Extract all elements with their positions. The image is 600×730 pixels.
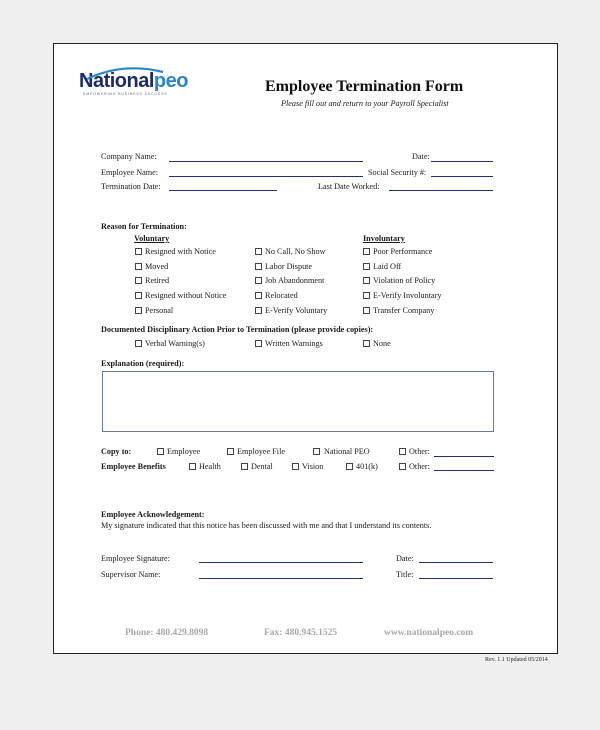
ssn-label: Social Security #: [368, 168, 427, 177]
checkbox-copy-other[interactable] [399, 448, 406, 455]
checkbox-label: Moved [145, 262, 169, 271]
title-field[interactable] [419, 578, 493, 579]
checkbox-resigned-without-notice[interactable] [135, 292, 142, 299]
checkbox-copy-national-peo[interactable] [313, 448, 320, 455]
involuntary-heading: Involuntary [363, 234, 405, 243]
explanation-textarea[interactable] [102, 371, 494, 432]
checkbox-label: Other: [409, 447, 430, 456]
form-page [53, 43, 558, 654]
checkbox-laid-off[interactable] [363, 263, 370, 270]
checkbox-label: Relocated [265, 291, 298, 300]
checkbox-label: National PEO [324, 447, 370, 456]
checkbox-labor-dispute[interactable] [255, 263, 262, 270]
employee-signature-field[interactable] [199, 562, 363, 563]
signature-date-label: Date: [396, 554, 414, 563]
copy-to-label: Copy to: [101, 447, 132, 456]
checkbox-personal[interactable] [135, 307, 142, 314]
checkbox-label: Verbal Warning(s) [145, 339, 205, 348]
employee-name-label: Employee Name: [101, 168, 159, 177]
checkbox-label: E-Verify Involuntary [373, 291, 442, 300]
checkbox-label: No Call, No Show [265, 247, 326, 256]
benefit-other-field[interactable] [434, 470, 494, 471]
company-name-label: Company Name: [101, 152, 157, 161]
checkbox-moved[interactable] [135, 263, 142, 270]
checkbox-benefit-dental[interactable] [241, 463, 248, 470]
checkbox-label: None [373, 339, 391, 348]
logo [79, 70, 188, 96]
logo-brand-main: National [79, 70, 154, 92]
company-name-field[interactable] [169, 161, 363, 162]
logo-swoosh-icon [85, 66, 165, 80]
checkbox-label: Resigned with Notice [145, 247, 216, 256]
checkbox-job-abandonment[interactable] [255, 277, 262, 284]
page-subtitle: Please fill out and return to your Payroll Specialist [281, 99, 449, 108]
checkbox-label: Dental [251, 462, 273, 471]
last-date-worked-field[interactable] [389, 190, 493, 191]
checkbox-benefit-vision[interactable] [292, 463, 299, 470]
checkbox-benefit-other[interactable] [399, 463, 406, 470]
reason-heading: Reason for Termination: [101, 222, 187, 231]
checkbox-e-verify-voluntary[interactable] [255, 307, 262, 314]
supervisor-name-field[interactable] [199, 578, 363, 579]
employee-name-field[interactable] [169, 176, 363, 177]
checkbox-benefit-401k[interactable] [346, 463, 353, 470]
checkbox-label: Written Warnings [265, 339, 323, 348]
date-label: Date: [412, 152, 430, 161]
checkbox-label: Poor Performance [373, 247, 433, 256]
last-date-worked-label: Last Date Worked: [318, 182, 380, 191]
disciplinary-heading: Documented Disciplinary Action Prior to Termination (please provide copies): [101, 325, 374, 334]
checkbox-label: Employee File [237, 447, 285, 456]
checkbox-label: 401(k) [356, 462, 378, 471]
voluntary-heading: Voluntary [134, 234, 170, 243]
footer-phone: Phone: 480.429.8098 [125, 628, 209, 638]
checkbox-label: Transfer Company [373, 306, 435, 315]
page-title: Employee Termination Form [265, 78, 464, 95]
acknowledgement-heading: Employee Acknowledgement: [101, 510, 205, 519]
termination-date-label: Termination Date: [101, 182, 161, 191]
checkbox-label: Vision [302, 462, 324, 471]
checkbox-label: Other: [409, 462, 430, 471]
checkbox-resigned-with-notice[interactable] [135, 248, 142, 255]
footer-fax: Fax: 480.945.1525 [264, 628, 338, 638]
logo-brand-accent: peo [153, 70, 188, 92]
checkbox-label: Resigned without Notice [145, 291, 227, 300]
benefits-label: Employee Benefits [101, 462, 166, 471]
checkbox-label: Retired [145, 276, 170, 285]
checkbox-label: Violation of Policy [373, 276, 436, 285]
checkbox-relocated[interactable] [255, 292, 262, 299]
supervisor-name-label: Supervisor Name: [101, 570, 161, 579]
checkbox-poor-performance[interactable] [363, 248, 370, 255]
checkbox-label: Job Abandonment [265, 276, 325, 285]
checkbox-written-warnings[interactable] [255, 340, 262, 347]
checkbox-none[interactable] [363, 340, 370, 347]
explanation-heading: Explanation (required): [101, 359, 185, 368]
checkbox-benefit-health[interactable] [189, 463, 196, 470]
checkbox-transfer-company[interactable] [363, 307, 370, 314]
checkbox-label: E-Verify Voluntary [265, 306, 328, 315]
acknowledgement-text: My signature indicated that this notice has been discussed with me and that I understand its contents. [101, 521, 432, 530]
ssn-field[interactable] [431, 176, 493, 177]
copy-other-field[interactable] [434, 456, 494, 457]
checkbox-copy-employee[interactable] [157, 448, 164, 455]
checkbox-retired[interactable] [135, 277, 142, 284]
termination-date-field[interactable] [169, 190, 277, 191]
checkbox-no-call-no-show[interactable] [255, 248, 262, 255]
checkbox-copy-employee-file[interactable] [227, 448, 234, 455]
title-label: Title: [396, 570, 414, 579]
checkbox-label: Personal [145, 306, 174, 315]
revision-note: Rev. 1.1 Updated 05/2014 [485, 657, 548, 663]
signature-date-field[interactable] [419, 562, 493, 563]
checkbox-verbal-warnings[interactable] [135, 340, 142, 347]
checkbox-label: Health [199, 462, 221, 471]
checkbox-label: Labor Dispute [265, 262, 313, 271]
logo-tagline: EMPOWERING BUSINESS SUCCESS [83, 92, 168, 96]
footer-website: www.nationalpeo.com [384, 628, 474, 638]
checkbox-violation-of-policy[interactable] [363, 277, 370, 284]
employee-signature-label: Employee Signature: [101, 554, 170, 563]
checkbox-label: Laid Off [373, 262, 402, 271]
checkbox-e-verify-involuntary[interactable] [363, 292, 370, 299]
date-field[interactable] [431, 161, 493, 162]
checkbox-label: Employee [167, 447, 201, 456]
